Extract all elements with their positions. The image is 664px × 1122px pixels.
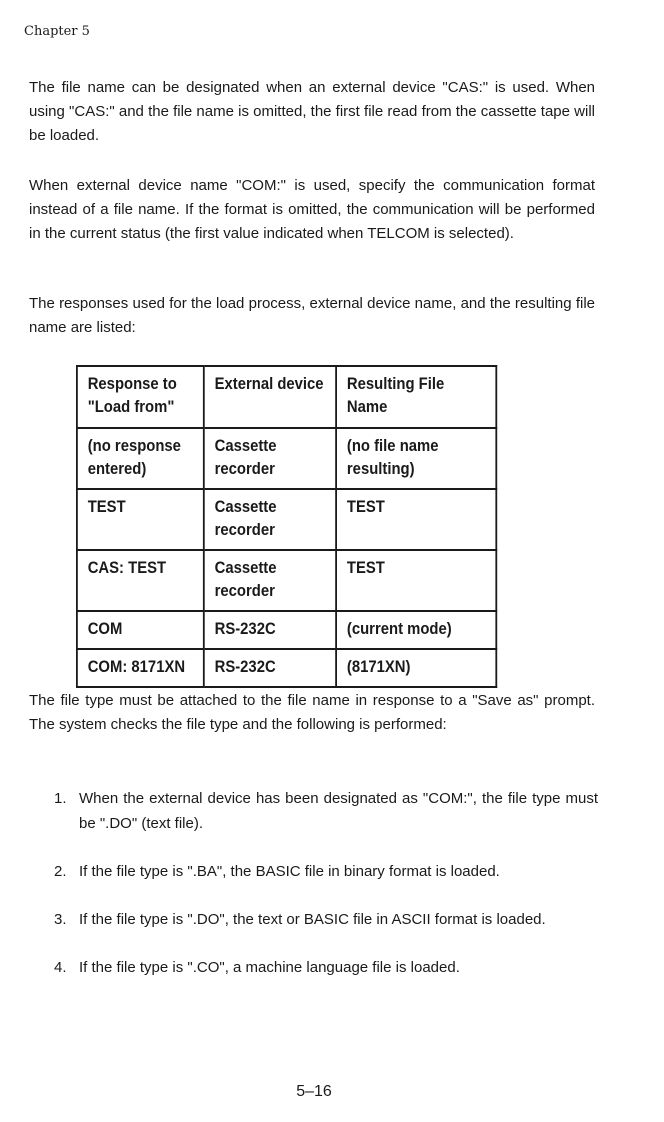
table-row	[77, 428, 496, 489]
paragraph-com-format: When external device name "COM:" is used, specify the communication format instead of a file name. If the format is omitted, the communication will be performed in the current status (the first value indicated when TELCOM is selected).	[29, 177, 595, 242]
table-header-row	[77, 366, 496, 428]
table-cell: Cassette recorder	[204, 428, 336, 489]
step-number: 3.	[54, 911, 67, 928]
step-text: If the file type is ".BA", the BASIC file in binary format is loaded.	[79, 863, 500, 880]
chapter-header: Chapter 5	[24, 24, 90, 39]
list-item	[54, 955, 598, 980]
list-item	[54, 907, 598, 932]
load-response-table	[76, 365, 497, 688]
paragraph-file-type: The file type must be attached to the file name in response to a "Save as" prompt. The system checks the file type and the following is performed:	[29, 692, 595, 733]
header-resulting-file-name: Resulting File Name	[336, 366, 496, 428]
list-item	[54, 859, 598, 884]
table-row	[77, 489, 496, 550]
table-cell: COM: 8171XN	[77, 649, 204, 687]
table-cell: Cassette recorder	[204, 489, 336, 550]
table-cell: TEST	[336, 489, 496, 550]
table-cell: RS-232C	[204, 649, 336, 687]
table-row	[77, 611, 496, 649]
page-number: 5–16	[296, 1083, 332, 1100]
table-cell: (current mode)	[336, 611, 496, 649]
step-text: If the file type is ".DO", the text or BASIC file in ASCII format is loaded.	[79, 911, 546, 928]
step-text: When the external device has been designated as "COM:", the file type must be ".DO" (text file).	[79, 790, 598, 832]
header-external-device: External device	[204, 366, 336, 428]
table-cell: Cassette recorder	[204, 550, 336, 611]
step-number: 4.	[54, 959, 67, 976]
table-cell: (no file name resulting)	[336, 428, 496, 489]
table-cell: COM	[77, 611, 204, 649]
step-number: 1.	[54, 790, 67, 807]
paragraph-cas-filename: The file name can be designated when an external device "CAS:" is used. When using "CAS:" and the file name is omitted, the first file read from the cassette tape will be loaded.	[29, 79, 595, 144]
table-cell: TEST	[336, 550, 496, 611]
step-number: 2.	[54, 863, 67, 880]
table-cell: CAS: TEST	[77, 550, 204, 611]
file-type-steps	[54, 786, 598, 1003]
paragraph-table-intro: The responses used for the load process, external device name, and the resulting file name are listed:	[29, 295, 595, 336]
step-text: If the file type is ".CO", a machine language file is loaded.	[79, 959, 460, 976]
table-row	[77, 649, 496, 687]
table-cell: RS-232C	[204, 611, 336, 649]
table-cell: (no response entered)	[77, 428, 204, 489]
table-cell: (8171XN)	[336, 649, 496, 687]
table-row	[77, 550, 496, 611]
table-cell: TEST	[77, 489, 204, 550]
list-item	[54, 786, 598, 836]
header-response: Response to "Load from"	[77, 366, 204, 428]
